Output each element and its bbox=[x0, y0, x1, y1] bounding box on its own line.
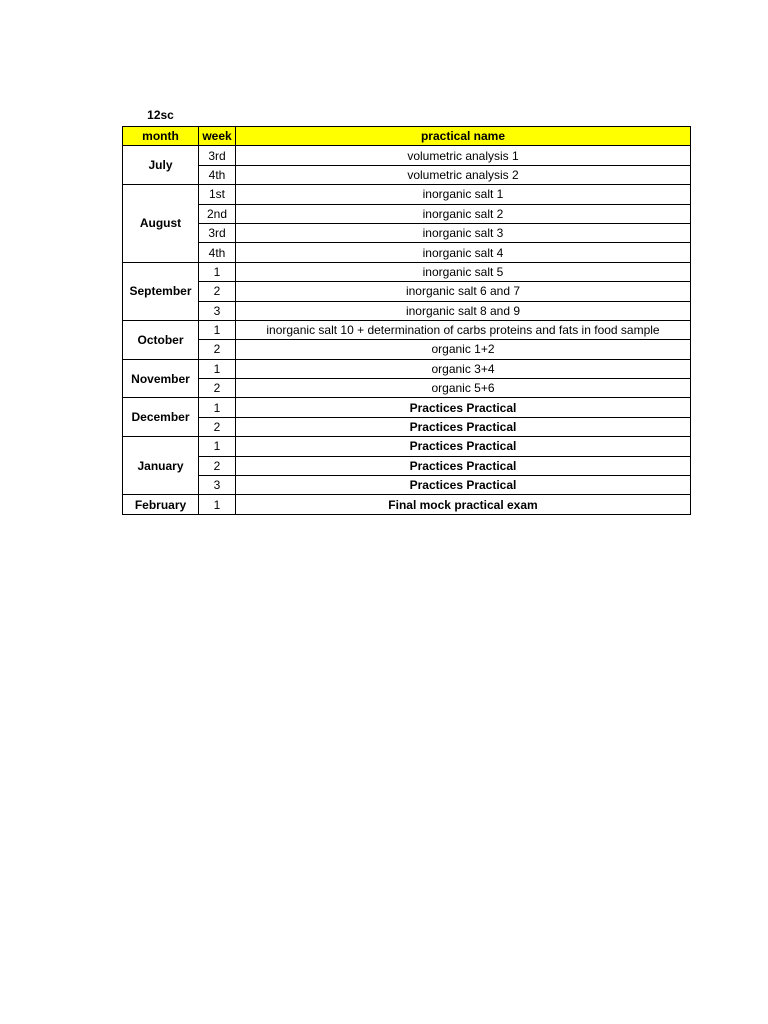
month-cell: August bbox=[123, 185, 199, 263]
practical-name-cell: inorganic salt 2 bbox=[236, 204, 691, 223]
week-cell: 4th bbox=[199, 243, 236, 262]
table-row bbox=[123, 223, 691, 242]
week-cell: 1st bbox=[199, 185, 236, 204]
practical-name-cell: inorganic salt 3 bbox=[236, 223, 691, 242]
week-cell: 2 bbox=[199, 340, 236, 359]
schedule-body bbox=[123, 146, 691, 514]
week-cell: 2 bbox=[199, 379, 236, 398]
practical-name-cell: volumetric analysis 2 bbox=[236, 165, 691, 184]
practical-name-cell: inorganic salt 6 and 7 bbox=[236, 282, 691, 301]
table-row bbox=[123, 437, 691, 456]
practical-name-cell: volumetric analysis 1 bbox=[236, 146, 691, 165]
week-cell: 1 bbox=[199, 320, 236, 339]
table-row bbox=[123, 379, 691, 398]
practical-schedule-table bbox=[122, 126, 691, 515]
table-row bbox=[123, 359, 691, 378]
week-cell: 4th bbox=[199, 165, 236, 184]
header-row bbox=[123, 127, 691, 146]
month-cell: October bbox=[123, 320, 199, 359]
practical-name-cell: organic 3+4 bbox=[236, 359, 691, 378]
table-row bbox=[123, 495, 691, 514]
week-cell: 3rd bbox=[199, 223, 236, 242]
table-row bbox=[123, 185, 691, 204]
month-cell: February bbox=[123, 495, 199, 514]
week-cell: 3rd bbox=[199, 146, 236, 165]
table-row bbox=[123, 243, 691, 262]
table-row bbox=[123, 146, 691, 165]
month-cell: July bbox=[123, 146, 199, 185]
header-week: week bbox=[199, 127, 236, 146]
week-cell: 2 bbox=[199, 456, 236, 475]
week-cell: 2nd bbox=[199, 204, 236, 223]
table-row bbox=[123, 320, 691, 339]
week-cell: 1 bbox=[199, 359, 236, 378]
week-cell: 2 bbox=[199, 282, 236, 301]
month-cell: September bbox=[123, 262, 199, 320]
month-cell: December bbox=[123, 398, 199, 437]
header-practical-name: practical name bbox=[236, 127, 691, 146]
practical-name-cell: Practices Practical bbox=[236, 417, 691, 436]
table-row bbox=[123, 204, 691, 223]
table-row bbox=[123, 417, 691, 436]
week-cell: 1 bbox=[199, 398, 236, 417]
table-row bbox=[123, 165, 691, 184]
table-row bbox=[123, 340, 691, 359]
table-row bbox=[123, 282, 691, 301]
practical-name-cell: organic 5+6 bbox=[236, 379, 691, 398]
practical-name-cell: Final mock practical exam bbox=[236, 495, 691, 514]
practical-name-cell: inorganic salt 5 bbox=[236, 262, 691, 281]
header-month: month bbox=[123, 127, 199, 146]
week-cell: 1 bbox=[199, 495, 236, 514]
practical-name-cell: inorganic salt 1 bbox=[236, 185, 691, 204]
practical-name-cell: Practices Practical bbox=[236, 437, 691, 456]
table-caption: 12sc bbox=[147, 108, 174, 122]
practical-name-cell: inorganic salt 4 bbox=[236, 243, 691, 262]
week-cell: 1 bbox=[199, 437, 236, 456]
practical-name-cell: inorganic salt 10 + determination of carbs proteins and fats in food sample bbox=[236, 320, 691, 339]
table-row bbox=[123, 301, 691, 320]
month-cell: November bbox=[123, 359, 199, 398]
table-row bbox=[123, 476, 691, 495]
week-cell: 1 bbox=[199, 262, 236, 281]
week-cell: 3 bbox=[199, 476, 236, 495]
practical-name-cell: Practices Practical bbox=[236, 476, 691, 495]
practical-name-cell: inorganic salt 8 and 9 bbox=[236, 301, 691, 320]
practical-name-cell: organic 1+2 bbox=[236, 340, 691, 359]
week-cell: 2 bbox=[199, 417, 236, 436]
practical-name-cell: Practices Practical bbox=[236, 398, 691, 417]
table-row bbox=[123, 456, 691, 475]
table-row bbox=[123, 398, 691, 417]
practical-name-cell: Practices Practical bbox=[236, 456, 691, 475]
week-cell: 3 bbox=[199, 301, 236, 320]
table-row bbox=[123, 262, 691, 281]
month-cell: January bbox=[123, 437, 199, 495]
